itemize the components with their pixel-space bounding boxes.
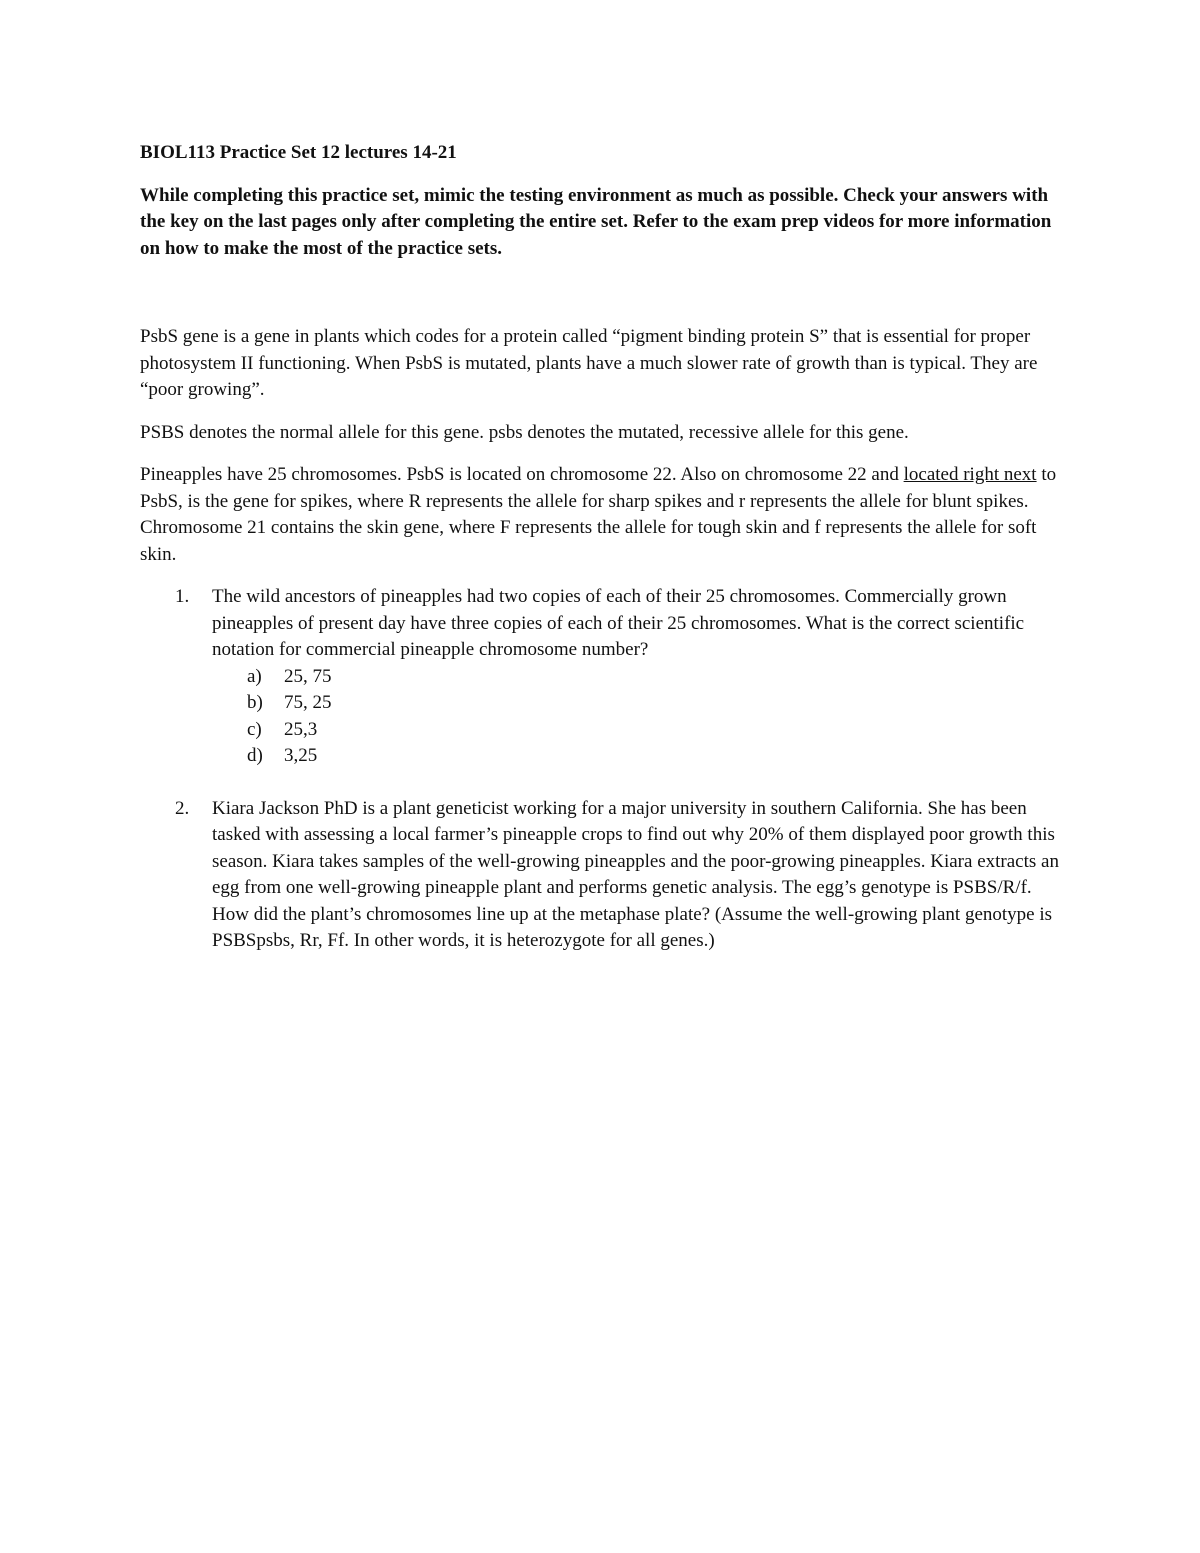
instructions-text: While completing this practice set, mimic the testing environment as much as possible. Check your answers with the key on the last pages only after completing the entire set. Refer to the exam prep videos for more information on how to make the most of the practice sets. (140, 184, 1052, 259)
option-text: 3,25 (284, 745, 318, 766)
option-text: 25,3 (284, 718, 318, 740)
option-letter: d) (247, 745, 263, 766)
chromosome-info-paragraph (140, 462, 1065, 568)
question-list (140, 584, 1065, 955)
chromosome-info-text-end: to PsbS, is the gene for spikes, where R represents the allele for sharp spikes and r represents the allele for blunt spikes. Chromosome 21 contains the skin gene, where F represents the allele for tough skin and f represents the allele for soft skin. (140, 464, 1057, 565)
option-letter: c) (247, 718, 262, 740)
question-number: 1. (175, 586, 190, 607)
answer-option-b (212, 690, 1065, 717)
chromosome-info-text-start: Pineapples have 25 chromosomes. PsbS is located on chromosome 22. Also on chromosome 22 and (140, 464, 904, 485)
question-text: Kiara Jackson PhD is a plant geneticist working for a major university in southern California. She has been tasked with assessing a local farmer’s pineapple crops to find out why 20% of them displayed poor growth this season. Kiara takes samples of the well-growing pineapples and the poor-growing pineapples. Kiara extracts an egg from one well-growing pineapple plant and performs genetic analysis. The egg’s genotype is PSBS/R/f. How did the plant’s chromosomes line up at the metaphase plate? (Assume the well-growing plant genotype is PSBSpsbs, Rr, Ff. In other words, it is heterozygote for all genes.) (212, 797, 1059, 951)
answer-option-a (212, 664, 1065, 691)
option-letter: b) (247, 692, 263, 713)
allele-notation-paragraph: PSBS denotes the normal allele for this gene. psbs denotes the mutated, recessive allele for this gene. (140, 421, 909, 443)
question-1 (140, 584, 1065, 770)
answer-option-c (212, 717, 1065, 744)
psbs-description-paragraph: PsbS gene is a gene in plants which codes for a protein called “pigment binding protein S” that is essential for proper photosystem II functioning. When PsbS is mutated, plants have a much slower rate of growth than is typical. They are “poor growing”. (140, 326, 1038, 400)
question-2 (140, 796, 1065, 955)
question-number: 2. (175, 797, 190, 819)
underlined-phrase: located right next (903, 464, 1037, 485)
option-letter: a) (247, 665, 262, 687)
question-text: The wild ancestors of pineapples had two copies of each of their 25 chromosomes. Commercially grown pineapples of present day have three copies of each of their 25 chromosomes. What is the correct scientific notation for commercial pineapple chromosome number? (212, 586, 1025, 660)
option-text: 75, 25 (284, 692, 332, 713)
document-page (140, 140, 1065, 981)
answer-options (212, 664, 1065, 770)
document-title: BIOL113 Practice Set 12 lectures 14-21 (140, 142, 457, 163)
option-text: 25, 75 (284, 665, 332, 687)
answer-option-d (212, 743, 1065, 770)
